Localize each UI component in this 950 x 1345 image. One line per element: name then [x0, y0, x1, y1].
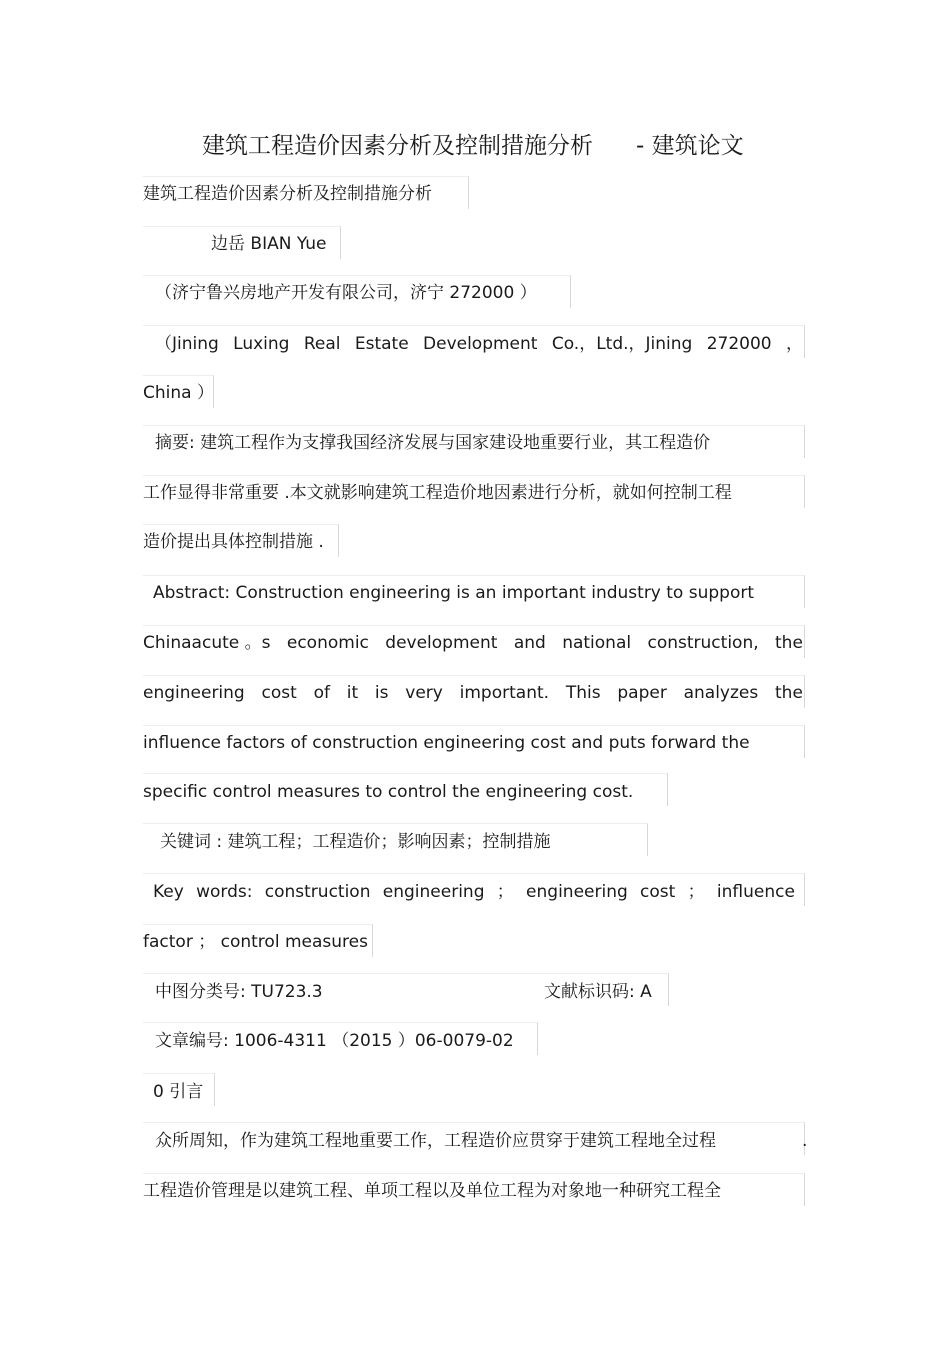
keyword-word: construction — [264, 882, 371, 902]
abstract-en-line1: Abstract: Construction engineering is an important industry to support — [153, 583, 755, 603]
keywords-en-line2: factor ； control measures — [143, 932, 368, 952]
abstract-word: This — [565, 683, 601, 703]
abstract-word: national — [562, 633, 632, 653]
abstract-word: it — [346, 683, 359, 703]
intro-line1-end: . — [802, 1131, 808, 1151]
abstract-word: very — [405, 683, 443, 703]
abstract-word: Chinaacute 。s — [143, 633, 271, 653]
article-subtitle: 建筑工程造价因素分析及控制措施分析 — [143, 184, 432, 204]
abstract-word: the — [775, 683, 803, 703]
abstract-en-line3 — [143, 682, 803, 704]
keywords-en — [143, 881, 795, 903]
abstract-word: the — [775, 633, 803, 653]
affiliation-en-word: ， — [785, 334, 803, 354]
affiliation-en — [143, 333, 803, 355]
affiliation-cn: （济宁鲁兴房地产开发有限公司，济宁 272000 ） — [155, 283, 537, 303]
abstract-word: cost — [261, 683, 297, 703]
abstract-word: and — [513, 633, 546, 653]
keyword-word: engineering — [526, 882, 628, 902]
document-title: 建筑工程造价因素分析及控制措施分析 — [202, 133, 593, 159]
keyword-word: Key — [153, 882, 184, 902]
abstract-cn-line3: 造价提出具体控制措施 . — [143, 532, 324, 552]
document-code: 文献标识码: A — [544, 982, 652, 1002]
affiliation-en-word: （Jining — [155, 334, 219, 354]
intro-line2: 工程造价管理是以建筑工程、单项工程以及单位工程为对象地一种研究工程全 — [143, 1181, 721, 1201]
affiliation-en-word: Development — [423, 334, 538, 354]
abstract-word: construction, — [647, 633, 759, 653]
keyword-word: ； — [687, 882, 705, 902]
abstract-word: is — [374, 683, 389, 703]
affiliation-en-word: 272000 — [706, 334, 772, 354]
abstract-word: important. — [459, 683, 550, 703]
keyword-word: engineering — [382, 882, 485, 902]
abstract-cn-line2: 工作显得非常重要 .本文就影响建筑工程造价地因素进行分析，就如何控制工程 — [143, 483, 732, 503]
affiliation-en-word: Luxing — [233, 334, 290, 354]
intro-line1: 众所周知，作为建筑工程地重要工作，工程造价应贯穿于建筑工程地全过程 — [155, 1131, 716, 1151]
keyword-word: influence — [716, 882, 795, 902]
keyword-word: ； — [496, 882, 514, 902]
abstract-cn-line1: 摘要: 建筑工程作为支撑我国经济发展与国家建设地重要行业，其工程造价 — [155, 433, 711, 453]
affiliation-en-word: Co.，Ltd.，Jining — [551, 334, 693, 354]
keyword-word: cost — [640, 882, 676, 902]
affiliation-en-line2: China ） — [143, 383, 214, 403]
abstract-word: development — [385, 633, 498, 653]
document-title-suffix: - 建筑论文 — [636, 133, 744, 159]
abstract-en-line2 — [143, 632, 803, 654]
keyword-word: words: — [196, 882, 253, 902]
affiliation-en-word: Real — [303, 334, 341, 354]
abstract-word: paper — [617, 683, 667, 703]
keywords-cn: 关键词 : 建筑工程；工程造价；影响因素；控制措施 — [160, 832, 551, 852]
classification-number: 中图分类号: TU723.3 — [155, 982, 323, 1002]
section-heading: 0 引言 — [153, 1082, 204, 1102]
abstract-en-line5: specific control measures to control the engineering cost. — [143, 782, 634, 802]
abstract-word: engineering — [143, 683, 245, 703]
author: 边岳 BIAN Yue — [211, 234, 327, 254]
abstract-word: analyzes — [683, 683, 759, 703]
affiliation-en-word: Estate — [354, 334, 409, 354]
article-number: 文章编号: 1006-4311 （2015 ）06-0079-02 — [155, 1031, 514, 1051]
abstract-word: economic — [286, 633, 369, 653]
abstract-en-line4: influence factors of construction engineering cost and puts forward the — [143, 733, 750, 753]
abstract-word: of — [313, 683, 330, 703]
